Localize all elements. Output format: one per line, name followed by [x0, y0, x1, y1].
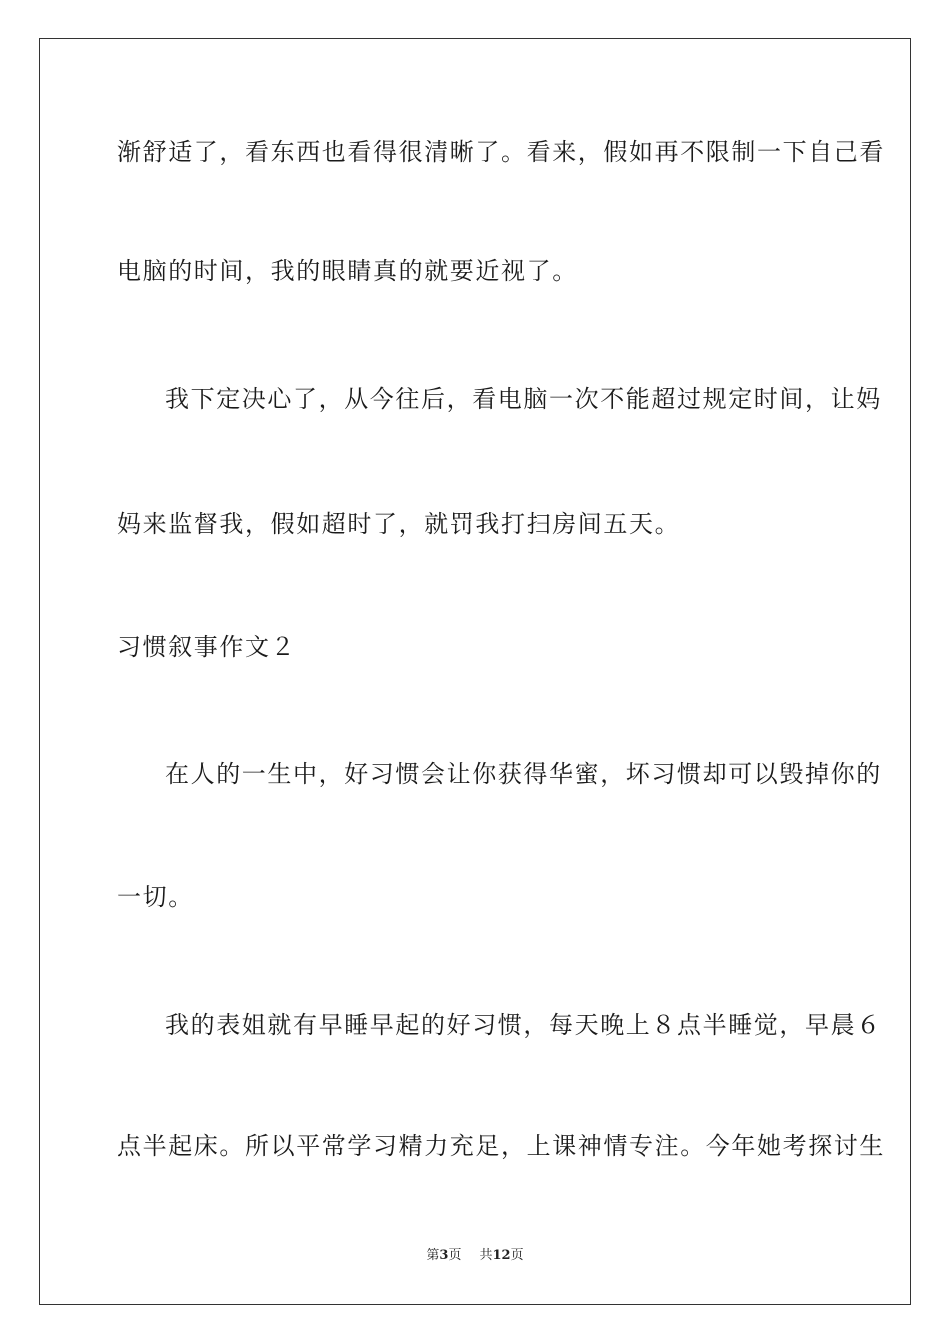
- paragraph-3-line-2: 一切。: [117, 883, 194, 911]
- page-current: 3: [439, 1248, 449, 1263]
- page-prefix: 第: [426, 1248, 440, 1263]
- paragraph-4-line-2: 点半起床。所以平常学习精力充足，上课神情专注。今年她考探讨生: [117, 1132, 885, 1160]
- page-suffix: 页: [448, 1248, 462, 1263]
- paragraph-2-line-2: 妈来监督我，假如超时了，就罚我打扫房间五天。: [117, 510, 681, 538]
- paragraph-2-line-1: 我下定决心了，从今往后，看电脑一次不能超过规定时间，让妈: [165, 385, 882, 413]
- total-suffix: 页: [510, 1248, 524, 1263]
- section-heading: 习惯叙事作文２: [117, 633, 297, 661]
- total-prefix: 共: [479, 1248, 493, 1263]
- page-total: 12: [492, 1248, 511, 1263]
- page-border: [39, 38, 911, 1305]
- paragraph-3-line-1: 在人的一生中，好习惯会让你获得华蜜，坏习惯却可以毁掉你的: [165, 760, 882, 788]
- paragraph-1-line-1: 渐舒适了，看东西也看得很清晰了。看来，假如再不限制一下自己看: [117, 138, 885, 166]
- page-number-footer: [0, 1247, 950, 1265]
- paragraph-1-line-2: 电脑的时间，我的眼睛真的就要近视了。: [117, 257, 578, 285]
- paragraph-4-line-1: 我的表姐就有早睡早起的好习惯，每天晚上８点半睡觉，早晨６: [165, 1011, 882, 1039]
